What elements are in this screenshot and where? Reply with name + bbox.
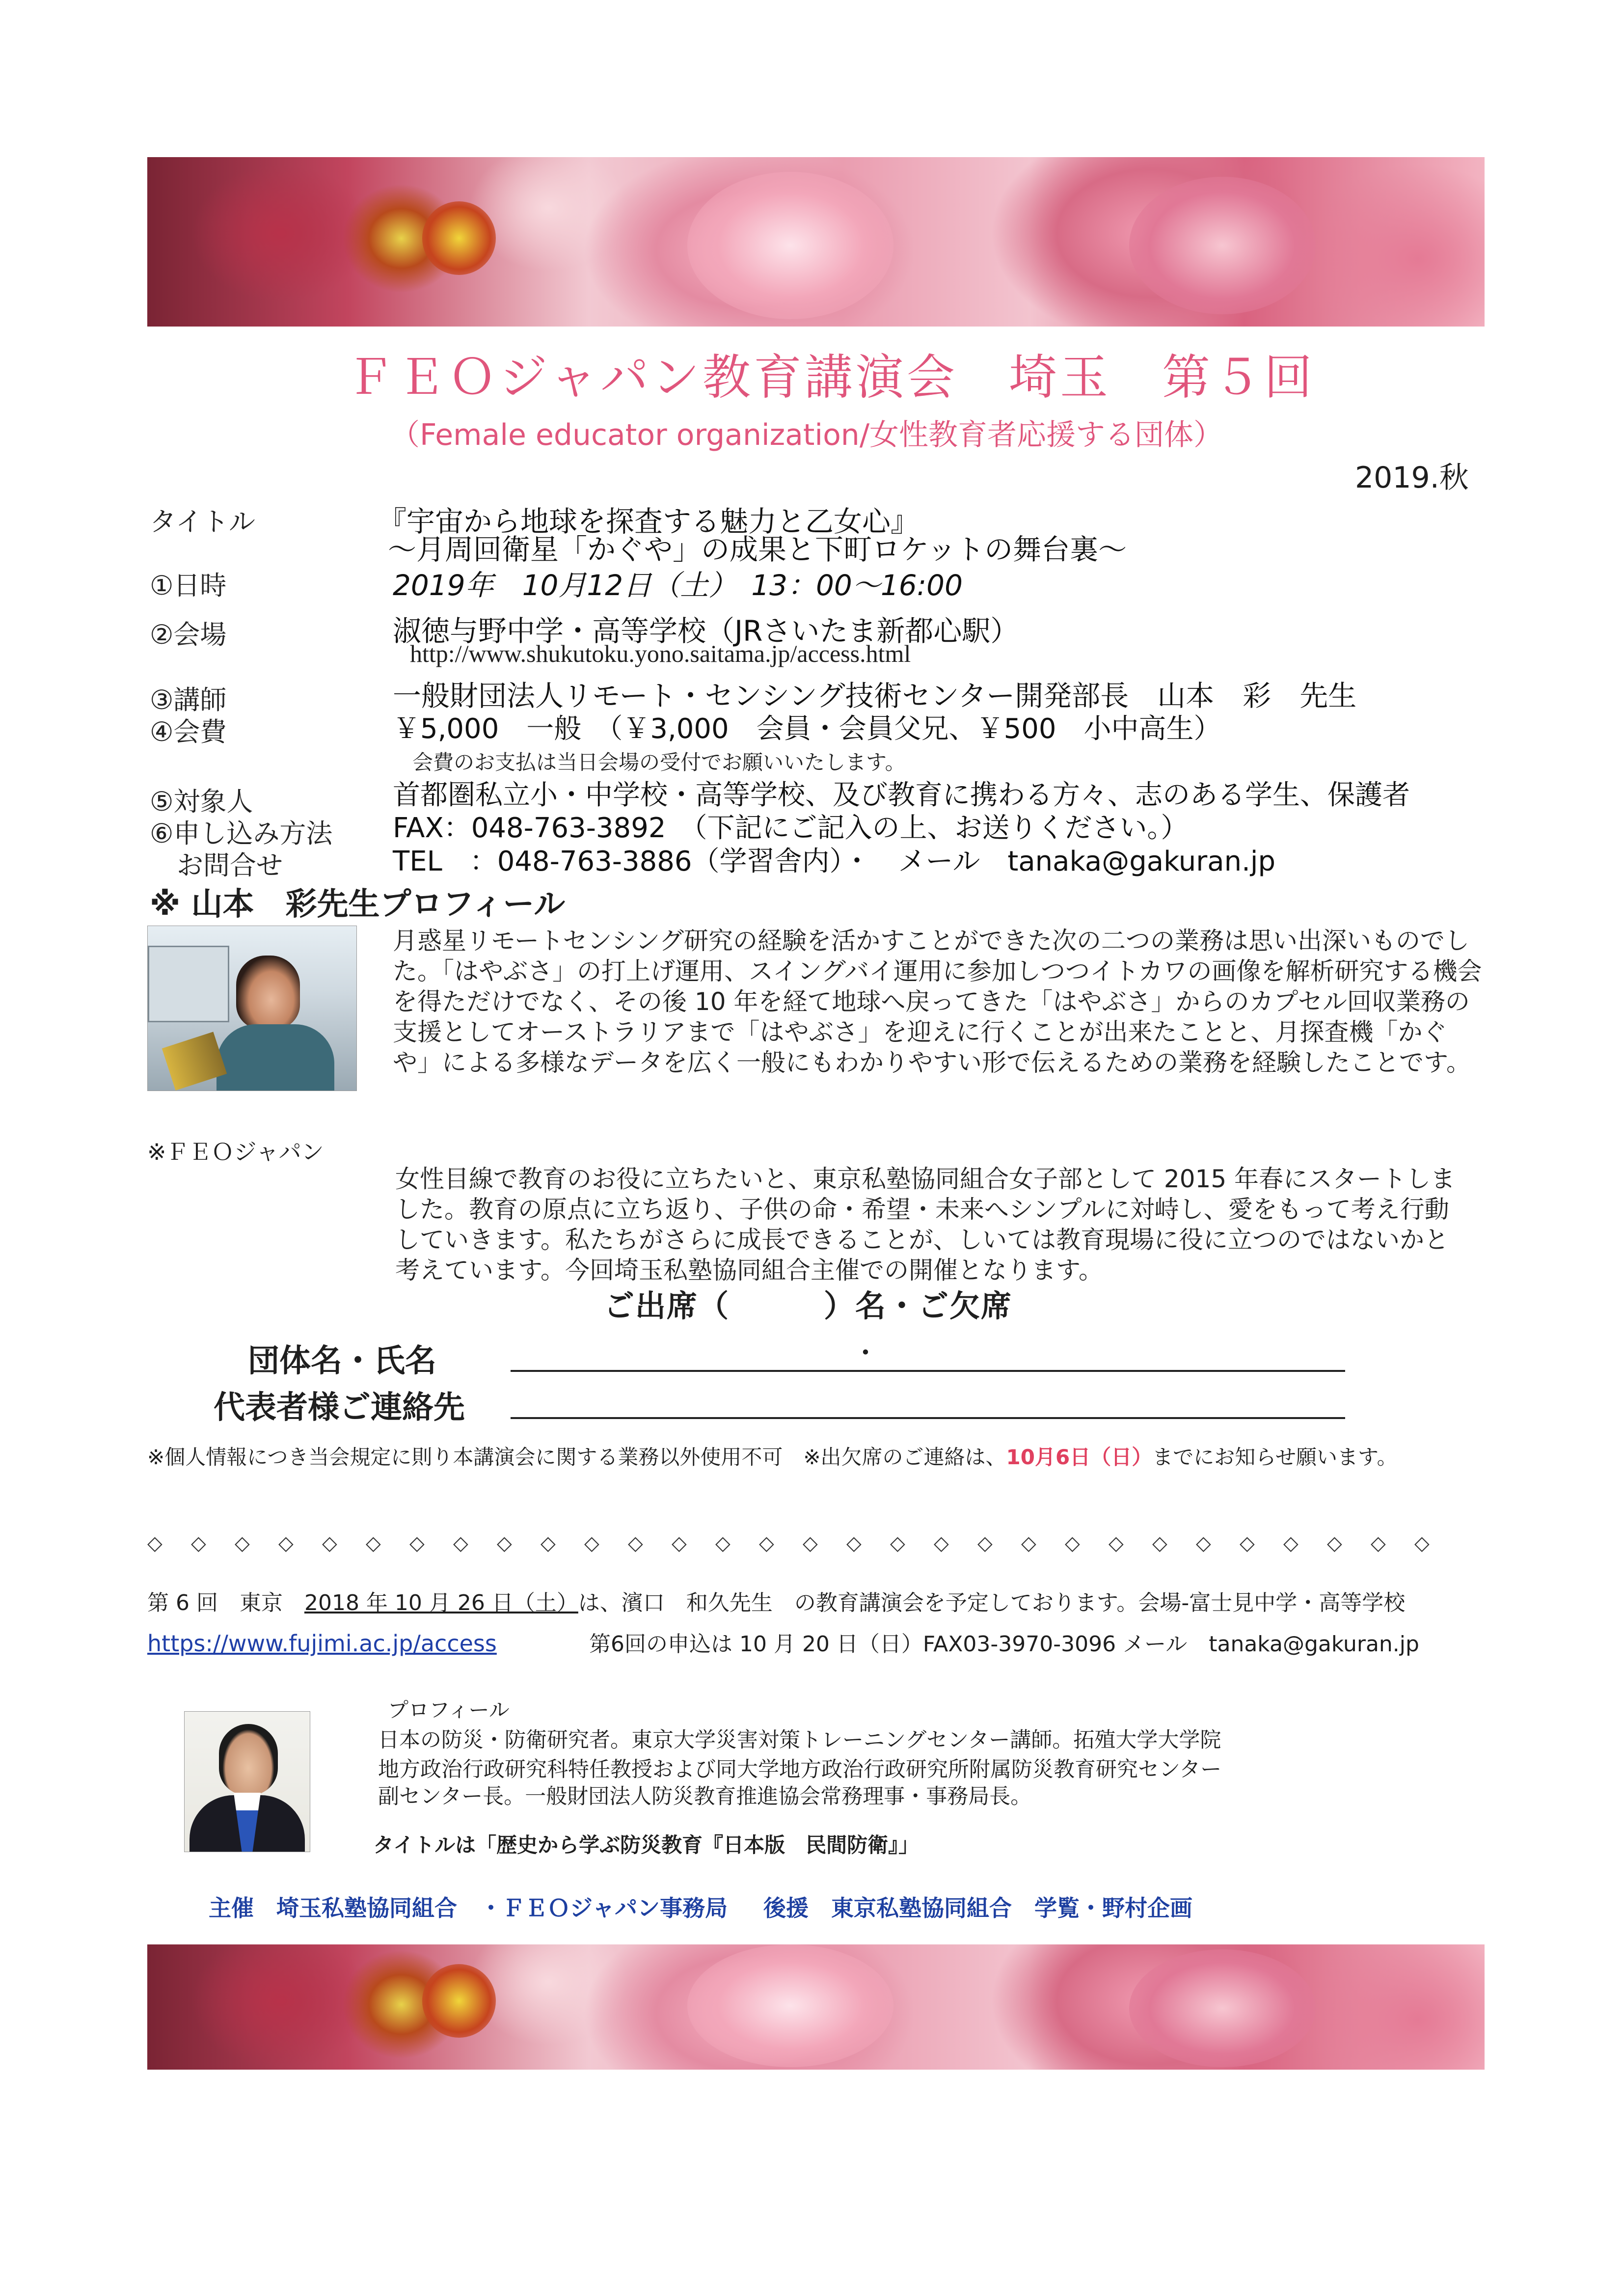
diamond-icon: ◇ — [1065, 1532, 1080, 1555]
diamond-icon: ◇ — [541, 1532, 556, 1555]
inquiry-value: TEL ：048-763-3886（学習舎内）・ メール tanaka@gakuran.jp — [393, 846, 1276, 877]
next-event-prefix: 第 6 回 東京 — [147, 1590, 304, 1615]
diamond-icon: ◇ — [934, 1532, 949, 1555]
diamond-icon: ◇ — [1152, 1532, 1167, 1555]
diamond-icon: ◇ — [1283, 1532, 1298, 1555]
diamond-icon: ◇ — [1021, 1532, 1036, 1555]
fee-value: ￥5,000 一般 （￥3,000 会員・会員父兄、￥500 小中高生） — [393, 713, 1221, 745]
privacy-note-prefix: ※個人情報につき当会規定に則り本講演会に関する業務以外使用不可 ※出欠席のご連絡は、 — [147, 1445, 1006, 1469]
diamond-icon: ◇ — [322, 1532, 337, 1555]
target-label: ⑤対象人 — [150, 786, 253, 817]
date-value: 2019年 10月12日（土） 13：00～16:00 — [393, 569, 963, 602]
season-label: 2019.秋 — [1355, 461, 1469, 495]
diamond-icon: ◇ — [409, 1532, 425, 1555]
support-organizers: 後援 東京私塾協同組合 学覧・野村企画 — [763, 1895, 1192, 1921]
next-event-apply: 第6回の申込は 10 月 20 日（日）FAX03-3970-3096 メール tanaka@gakuran.jp — [589, 1632, 1419, 1657]
next-profile-line1: 日本の防災・防衛研究者。東京大学災害対策トレーニングセンター講師。拓殖大学大学院 — [378, 1728, 1221, 1752]
diamond-icon: ◇ — [235, 1532, 250, 1555]
diamond-icon: ◇ — [147, 1532, 162, 1555]
bottom-flower-banner — [147, 1944, 1485, 2070]
top-flower-banner — [147, 157, 1485, 327]
diamond-icon: ◇ — [278, 1532, 294, 1555]
inquiry-label: お問合せ — [177, 850, 283, 881]
diamond-icon: ◇ — [846, 1532, 862, 1555]
lecture-title-line1: 『宇宙から地球を探査する魅力と乙女心』 — [378, 505, 920, 538]
profile-text: 月惑星リモートセンシング研究の経験を活かすことができた次の二つの業務は思い出深いものでした。「はやぶさ」の打上げ運用、スイングバイ運用に参加しつつイトカワの画像を解析研究する機会を得ただけでなく、その後 10 年を経て地球へ戻ってきた「はやぶさ」からのカプセル回収業務の支援としてオーストラリアまで「はやぶさ」を迎えに行くことが出来たことと、月探査機「かぐや」による多様なデータを広く一般にもわかりやすい形で伝えるための業務を経験したことです。 — [393, 927, 1482, 1077]
diamond-icon: ◇ — [628, 1532, 643, 1555]
diamond-icon: ◇ — [977, 1532, 993, 1555]
diamond-icon: ◇ — [584, 1532, 599, 1555]
next-profile-label: プロフィール — [388, 1698, 510, 1722]
next-profile-line2: 地方政治行政研究科特任教授および同大学地方政治行政研究所附属防災教育研究センター — [378, 1757, 1222, 1782]
diamond-icon: ◇ — [672, 1532, 687, 1555]
next-event-details: は、濱口 和久先生 の教育講演会を予定しております。会場-富士見中学・高等学校 — [578, 1590, 1406, 1615]
feo-text: 女性目線で教育のお役に立ちたいと、東京私塾協同組合女子部として 2015 年春にスタートしました。教育の原点に立ち返り、子供の命・希望・未来へシンプルに対峙し、愛をもって考え行動していきます。私たちがさらに成長できることが、しいては教育現場に役に立つのではないかと考えています。今回埼玉私塾協同組合主催での開催となります。 — [395, 1165, 1456, 1285]
diamond-icon: ◇ — [759, 1532, 774, 1555]
diamond-icon: ◇ — [715, 1532, 730, 1555]
next-lecture-title: タイトルは「歴史から学ぶ防災教育『日本版 民間防衛』」 — [373, 1833, 920, 1857]
diamond-icon: ◇ — [1327, 1532, 1342, 1555]
diamond-icon: ◇ — [1109, 1532, 1124, 1555]
rsvp-deadline: 10月6日（日） — [1006, 1445, 1153, 1469]
diamond-icon: ◇ — [890, 1532, 905, 1555]
venue-label: ②会場 — [150, 619, 227, 650]
org-name-label: 団体名・氏名 — [248, 1343, 436, 1379]
next-event-line — [147, 1585, 1405, 1616]
attendance-line: ご出席（ ）名・ご欠席 — [604, 1288, 1013, 1324]
diamond-icon: ◇ — [191, 1532, 206, 1555]
speaker-label: ③講師 — [150, 684, 227, 715]
contact-label: 代表者様ご連絡先 — [214, 1390, 465, 1426]
profile-heading: ※ 山本 彩先生プロフィール — [150, 886, 566, 923]
diamond-icon: ◇ — [1196, 1532, 1211, 1555]
apply-value: FAX：048-763-3892 （下記にご記入の上、お送りください。） — [393, 812, 1189, 844]
diamond-icon: ◇ — [1240, 1532, 1255, 1555]
privacy-note-suffix: までにお知らせ願います。 — [1152, 1445, 1398, 1469]
page-title: ＦＥＯジャパン教育講演会 埼玉 第５回 — [346, 350, 1316, 406]
org-name-field[interactable] — [511, 1370, 1345, 1372]
fee-label: ④会費 — [150, 716, 227, 747]
contact-field[interactable] — [511, 1417, 1345, 1419]
speaker-photo — [147, 926, 357, 1091]
diamond-icon: ◇ — [1414, 1532, 1430, 1555]
next-event-url[interactable]: https://www.fujimi.ac.jp/access — [147, 1630, 497, 1657]
diamond-icon: ◇ — [803, 1532, 818, 1555]
diamond-icon: ◇ — [1371, 1532, 1386, 1555]
diamond-icon: ◇ — [497, 1532, 512, 1555]
feo-heading: ※ＦＥＯジャパン — [147, 1139, 324, 1165]
diamond-icon: ◇ — [453, 1532, 468, 1555]
title-label: タイトル — [150, 506, 255, 537]
lecture-title-line2: ～月周回衛星「かぐや」の成果と下町ロケットの舞台裏～ — [388, 533, 1127, 566]
diamond-divider — [147, 1532, 1458, 1555]
org-name-separator: ・ — [852, 1338, 879, 1369]
page-subtitle: （Female educator organization/女性教育者応援する団体） — [390, 418, 1223, 452]
privacy-note — [147, 1441, 1398, 1471]
fee-note: 会費のお支払は当日会場の受付でお願いいたします。 — [412, 750, 906, 774]
host-organizers: 主催 埼玉私塾協同組合 ・ＦＥＯジャパン事務局 — [209, 1895, 728, 1921]
next-profile-line3: 副センター長。一般財団法人防災教育推進協会常務理事・事務局長。 — [378, 1784, 1032, 1809]
diamond-icon: ◇ — [366, 1532, 381, 1555]
next-event-date: 2018 年 10 月 26 日（土） — [304, 1590, 578, 1615]
venue-url[interactable]: http://www.shukutoku.yono.saitama.jp/access.html — [410, 640, 911, 667]
target-value: 首都圏私立小・中学校・高等学校、及び教育に携わる方々、志のある学生、保護者 — [393, 779, 1410, 811]
date-label: ①日時 — [150, 570, 227, 601]
next-speaker-photo — [184, 1711, 310, 1852]
speaker-value: 一般財団法人リモート・センシング技術センター開発部長 山本 彩 先生 — [393, 679, 1357, 712]
venue-value: 淑徳与野中学・高等学校（JRさいたま新都心駅） — [393, 614, 1019, 648]
apply-label: ⑥申し込み方法 — [150, 818, 333, 849]
